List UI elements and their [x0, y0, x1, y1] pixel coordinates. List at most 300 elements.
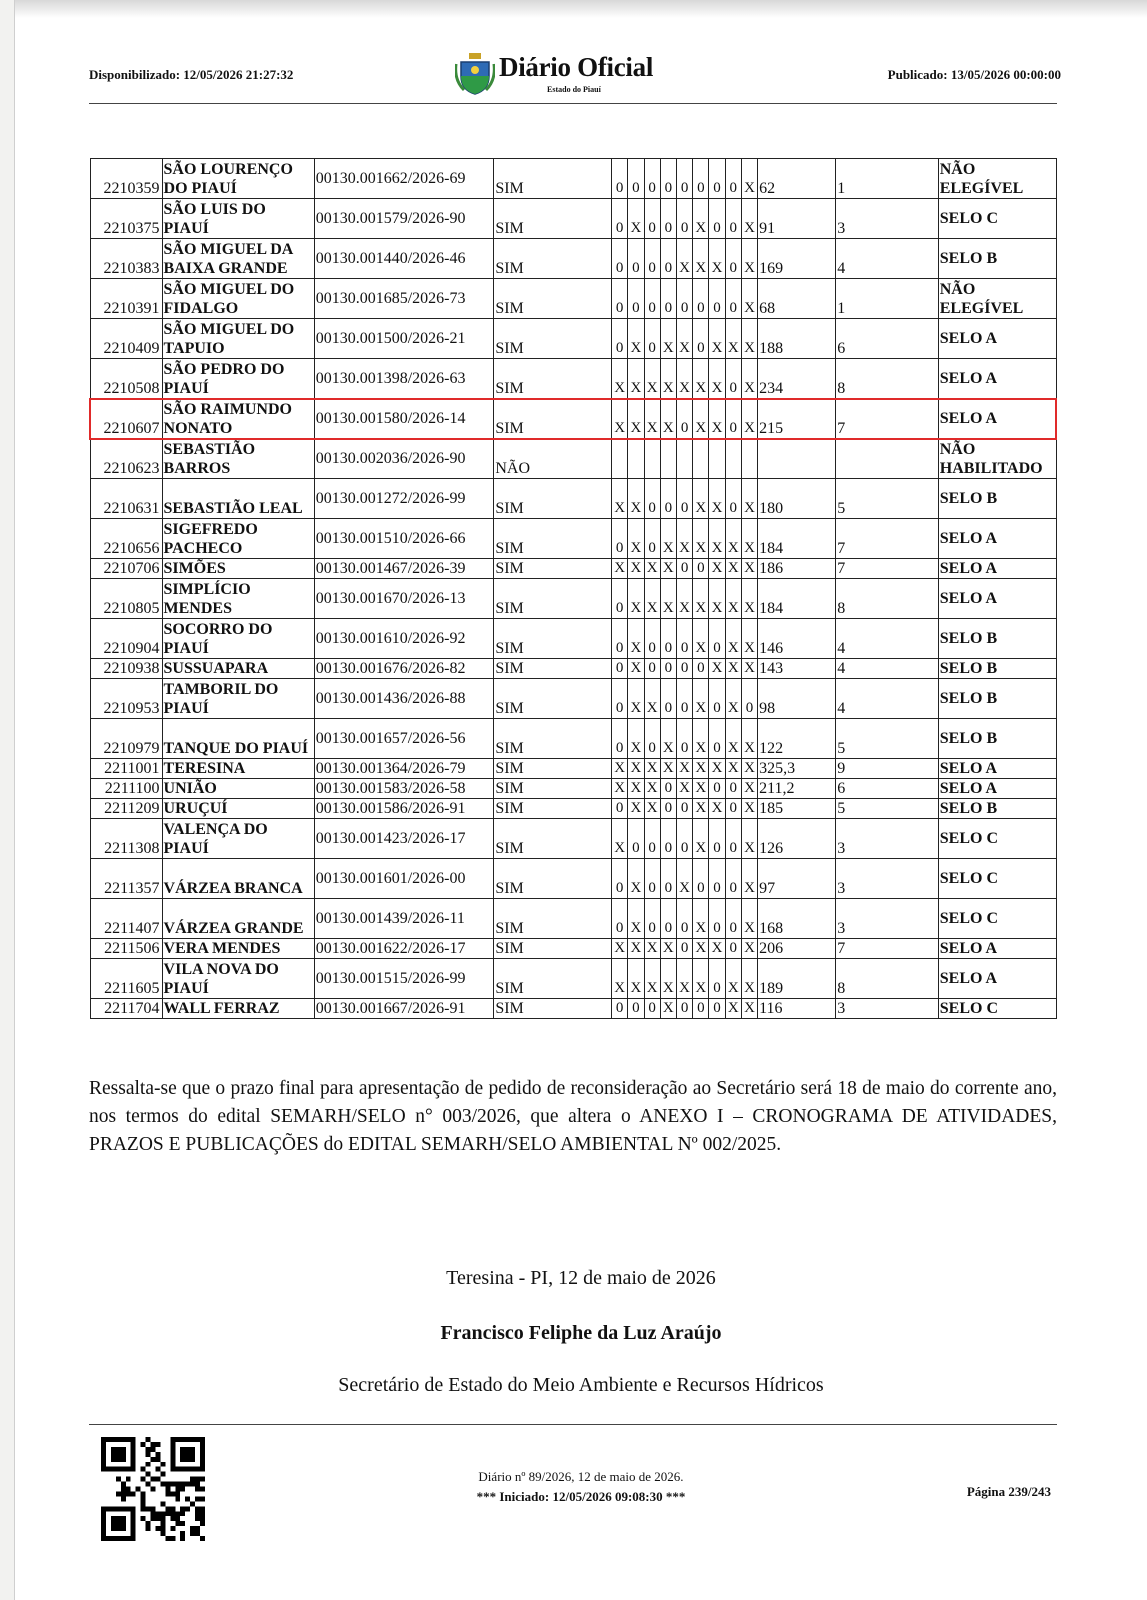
seal-result: SELO A [938, 579, 1056, 619]
table-row [90, 939, 1056, 959]
criterion-mark: X [741, 239, 757, 279]
criterion-mark: 0 [660, 479, 676, 519]
criterion-mark: X [660, 939, 676, 959]
process-number: 00130.001515/2026-99 [314, 959, 494, 999]
score: 325,3 [758, 759, 836, 779]
table-row [90, 579, 1056, 619]
criterion-mark: X [693, 199, 709, 239]
process-number: 00130.001622/2026-17 [314, 939, 494, 959]
qualified-flag: NÃO [494, 439, 612, 479]
criterion-mark: X [725, 959, 741, 999]
criterion-mark: X [612, 959, 628, 999]
criterion-mark: X [693, 959, 709, 999]
qualified-flag: SIM [494, 679, 612, 719]
criterion-mark: X [741, 199, 757, 239]
criteria-count: 4 [836, 679, 938, 719]
criterion-mark: X [612, 479, 628, 519]
results-table [89, 158, 1057, 1019]
score: 126 [758, 819, 836, 859]
criteria-count: 5 [836, 479, 938, 519]
criterion-mark: 0 [644, 819, 660, 859]
qualified-flag: SIM [494, 819, 612, 859]
criterion-mark: X [725, 579, 741, 619]
diario-oficial-logo [455, 52, 695, 102]
qualified-flag: SIM [494, 479, 612, 519]
criteria-count: 3 [836, 899, 938, 939]
criterion-mark: 0 [660, 159, 676, 199]
criterion-mark [612, 439, 628, 479]
criterion-mark: X [676, 359, 692, 399]
criteria-count [836, 439, 938, 479]
criterion-mark: X [693, 619, 709, 659]
table-row [90, 399, 1056, 439]
seal-result: NÃO ELEGÍVEL [938, 279, 1056, 319]
table-row [90, 899, 1056, 939]
criterion-mark: X [741, 999, 757, 1019]
criterion-mark: X [628, 359, 644, 399]
criterion-mark: 0 [676, 679, 692, 719]
criterion-mark: X [741, 959, 757, 999]
criterion-mark: 0 [725, 479, 741, 519]
score: 143 [758, 659, 836, 679]
header-divider [89, 103, 1057, 104]
criteria-count: 8 [836, 959, 938, 999]
seal-result: SELO C [938, 859, 1056, 899]
score: 169 [758, 239, 836, 279]
criterion-mark: 0 [676, 159, 692, 199]
criterion-mark: 0 [644, 239, 660, 279]
criterion-mark: X [741, 779, 757, 799]
score: 184 [758, 519, 836, 559]
criterion-mark: 0 [709, 999, 725, 1019]
criterion-mark: X [709, 319, 725, 359]
municipality-code: 2211308 [90, 819, 162, 859]
score: 186 [758, 559, 836, 579]
municipality-code: 2210706 [90, 559, 162, 579]
criteria-count: 7 [836, 939, 938, 959]
criterion-mark: X [628, 519, 644, 559]
municipality-name: SEBASTIÃO LEAL [162, 479, 314, 519]
criterion-mark: X [644, 359, 660, 399]
table-row [90, 779, 1056, 799]
score: 188 [758, 319, 836, 359]
criteria-count: 6 [836, 319, 938, 359]
qualified-flag: SIM [494, 759, 612, 779]
page-number: Página 239/243 [966, 1484, 1051, 1499]
criteria-count: 4 [836, 619, 938, 659]
criterion-mark: 0 [660, 199, 676, 239]
municipality-code: 2210656 [90, 519, 162, 559]
qualified-flag: SIM [494, 859, 612, 899]
process-number: 00130.001583/2026-58 [314, 779, 494, 799]
score: 98 [758, 679, 836, 719]
criterion-mark [628, 439, 644, 479]
municipality-code: 2211407 [90, 899, 162, 939]
municipality-code: 2210938 [90, 659, 162, 679]
seal-result: NÃO ELEGÍVEL [938, 159, 1056, 199]
seal-result: SELO C [938, 899, 1056, 939]
municipality-name: TANQUE DO PIAUÍ [162, 719, 314, 759]
reconsideration-note: Ressalta-se que o prazo final para apresentação de pedido de reconsideração ao Secretário será 18 de maio do corrente ano, nos termos do edital SEMARH/SELO n° 003/2026, que altera o ANEXO I – CRONOGRAMA DE ATIVIDADES, PRAZOS E PUBLICAÇÕES do EDITAL SEMARH/SELO AMBIENTAL Nº 002/2025. [89, 1078, 1057, 1155]
criterion-mark: 0 [660, 279, 676, 319]
criterion-mark: 0 [676, 659, 692, 679]
criterion-mark: X [660, 719, 676, 759]
criterion-mark: X [741, 579, 757, 619]
criterion-mark: 0 [644, 159, 660, 199]
qualified-flag: SIM [494, 159, 612, 199]
criterion-mark: 0 [644, 999, 660, 1019]
criteria-count: 5 [836, 799, 938, 819]
criterion-mark: X [612, 359, 628, 399]
municipality-name: SÃO MIGUEL DA BAIXA GRANDE [162, 239, 314, 279]
criterion-mark: X [628, 479, 644, 519]
criterion-mark: 0 [676, 719, 692, 759]
criterion-mark: 0 [612, 619, 628, 659]
municipality-code: 2211506 [90, 939, 162, 959]
criterion-mark: X [644, 399, 660, 439]
criteria-count: 7 [836, 559, 938, 579]
municipality-code: 2210904 [90, 619, 162, 659]
table-row [90, 619, 1056, 659]
score: 122 [758, 719, 836, 759]
criterion-mark: 0 [676, 479, 692, 519]
criterion-mark: 0 [725, 799, 741, 819]
criterion-mark: 0 [693, 859, 709, 899]
criterion-mark: X [741, 359, 757, 399]
score: 116 [758, 999, 836, 1019]
criterion-mark: X [709, 759, 725, 779]
qualified-flag: SIM [494, 779, 612, 799]
criterion-mark: X [709, 799, 725, 819]
criterion-mark: X [741, 799, 757, 819]
municipality-code: 2210805 [90, 579, 162, 619]
criterion-mark: 0 [693, 659, 709, 679]
municipality-code: 2211704 [90, 999, 162, 1019]
criterion-mark: X [693, 939, 709, 959]
criterion-mark: 0 [612, 279, 628, 319]
criterion-mark: 0 [709, 779, 725, 799]
criterion-mark: X [644, 679, 660, 719]
criterion-mark: X [693, 899, 709, 939]
criterion-mark: X [725, 619, 741, 659]
criteria-count: 7 [836, 399, 938, 439]
municipality-name: VÁRZEA BRANCA [162, 859, 314, 899]
criterion-mark: 0 [660, 819, 676, 859]
criterion-mark: 0 [676, 999, 692, 1019]
criterion-mark: 0 [660, 859, 676, 899]
diary-started: *** Iniciado: 12/05/2026 09:08:30 *** [476, 1489, 686, 1504]
diary-issue: Diário nº 89/2026, 12 de maio de 2026. [478, 1469, 684, 1484]
criterion-mark: 0 [709, 679, 725, 719]
document-page [14, 0, 1147, 1600]
table-row [90, 319, 1056, 359]
table-row [90, 359, 1056, 399]
criterion-mark: 0 [725, 279, 741, 319]
table-row [90, 759, 1056, 779]
criteria-count: 6 [836, 779, 938, 799]
criterion-mark: 0 [725, 199, 741, 239]
criterion-mark: 0 [676, 619, 692, 659]
criterion-mark: X [741, 719, 757, 759]
brand-subtitle: Estado do Piauí [547, 85, 601, 94]
criterion-mark: 0 [612, 859, 628, 899]
process-number: 00130.001662/2026-69 [314, 159, 494, 199]
score: 185 [758, 799, 836, 819]
seal-result: NÃO HABILITADO [938, 439, 1056, 479]
criterion-mark: 0 [644, 659, 660, 679]
criteria-count: 3 [836, 999, 938, 1019]
criterion-mark: X [644, 799, 660, 819]
criterion-mark: 0 [644, 519, 660, 559]
criterion-mark: X [628, 319, 644, 359]
process-number: 00130.001610/2026-92 [314, 619, 494, 659]
criterion-mark: 0 [725, 239, 741, 279]
criterion-mark: X [676, 859, 692, 899]
criterion-mark: X [709, 939, 725, 959]
seal-result: SELO C [938, 199, 1056, 239]
criterion-mark: 0 [644, 719, 660, 759]
criterion-mark: 0 [612, 719, 628, 759]
table-row [90, 519, 1056, 559]
criterion-mark: X [644, 779, 660, 799]
table-row [90, 719, 1056, 759]
municipality-name: VALENÇA DO PIAUÍ [162, 819, 314, 859]
criterion-mark: X [644, 759, 660, 779]
municipality-code: 2211605 [90, 959, 162, 999]
criterion-mark: 0 [725, 899, 741, 939]
process-number: 00130.001601/2026-00 [314, 859, 494, 899]
criteria-count: 1 [836, 279, 938, 319]
process-number: 00130.001467/2026-39 [314, 559, 494, 579]
criterion-mark: 0 [693, 159, 709, 199]
criterion-mark: 0 [644, 319, 660, 359]
available-date: Disponibilizado: 12/05/2026 21:27:32 [89, 67, 294, 82]
criterion-mark: 0 [676, 399, 692, 439]
criterion-mark: X [709, 399, 725, 439]
signatory-name: Francisco Feliphe da Luz Araújo [440, 1322, 722, 1344]
seal-result: SELO B [938, 619, 1056, 659]
criterion-mark: 0 [660, 799, 676, 819]
table-row [90, 439, 1056, 479]
criterion-mark: X [741, 479, 757, 519]
score: 68 [758, 279, 836, 319]
criterion-mark: X [741, 519, 757, 559]
criterion-mark: 0 [709, 619, 725, 659]
process-number: 00130.001580/2026-14 [314, 399, 494, 439]
municipality-name: VILA NOVA DO PIAUÍ [162, 959, 314, 999]
process-number: 00130.001439/2026-11 [314, 899, 494, 939]
seal-result: SELO A [938, 959, 1056, 999]
criterion-mark: X [644, 559, 660, 579]
municipality-code: 2210979 [90, 719, 162, 759]
seal-result: SELO A [938, 359, 1056, 399]
municipality-code: 2210383 [90, 239, 162, 279]
qualified-flag: SIM [494, 559, 612, 579]
criterion-mark: X [741, 899, 757, 939]
seal-result: SELO A [938, 319, 1056, 359]
process-number: 00130.001586/2026-91 [314, 799, 494, 819]
criterion-mark: X [741, 399, 757, 439]
seal-result: SELO B [938, 659, 1056, 679]
criterion-mark: X [612, 819, 628, 859]
criterion-mark: X [709, 659, 725, 679]
municipality-name: SIMÕES [162, 559, 314, 579]
published-date: Publicado: 13/05/2026 00:00:00 [887, 67, 1061, 82]
criterion-mark: X [709, 559, 725, 579]
criterion-mark: 0 [612, 579, 628, 619]
criteria-count: 3 [836, 199, 938, 239]
criterion-mark: X [628, 939, 644, 959]
criteria-count: 4 [836, 659, 938, 679]
seal-result: SELO B [938, 239, 1056, 279]
criterion-mark [676, 439, 692, 479]
score: 91 [758, 199, 836, 239]
municipality-name: SEBASTIÃO BARROS [162, 439, 314, 479]
qualified-flag: SIM [494, 199, 612, 239]
criterion-mark: 0 [709, 899, 725, 939]
municipality-name: SOCORRO DO PIAUÍ [162, 619, 314, 659]
criterion-mark: 0 [660, 619, 676, 659]
criterion-mark: X [628, 759, 644, 779]
process-number: 00130.001423/2026-17 [314, 819, 494, 859]
municipality-code: 2210359 [90, 159, 162, 199]
criterion-mark: X [725, 319, 741, 359]
criterion-mark: X [693, 479, 709, 519]
criterion-mark: X [741, 939, 757, 959]
criterion-mark: X [628, 579, 644, 619]
criteria-count: 4 [836, 239, 938, 279]
qualified-flag: SIM [494, 359, 612, 399]
criterion-mark: 0 [660, 779, 676, 799]
table-row [90, 479, 1056, 519]
state-coat-of-arms-icon [455, 52, 495, 98]
qualified-flag: SIM [494, 899, 612, 939]
criterion-mark: 0 [612, 319, 628, 359]
qualified-flag: SIM [494, 519, 612, 559]
criterion-mark: 0 [644, 279, 660, 319]
criterion-mark: 0 [725, 859, 741, 899]
criterion-mark: 0 [725, 359, 741, 399]
process-number: 00130.001398/2026-63 [314, 359, 494, 399]
criterion-mark: X [693, 799, 709, 819]
criterion-mark: X [676, 519, 692, 559]
municipality-code: 2210607 [90, 399, 162, 439]
qualified-flag: SIM [494, 579, 612, 619]
municipality-name: VÁRZEA GRANDE [162, 899, 314, 939]
criterion-mark: X [725, 999, 741, 1019]
table-row [90, 819, 1056, 859]
criterion-mark: X [612, 939, 628, 959]
criterion-mark: 0 [725, 399, 741, 439]
municipality-name: SIMPLÍCIO MENDES [162, 579, 314, 619]
table-row [90, 159, 1056, 199]
criterion-mark: 0 [644, 859, 660, 899]
table-row [90, 279, 1056, 319]
criterion-mark: X [628, 399, 644, 439]
criterion-mark: 0 [660, 659, 676, 679]
criterion-mark: 0 [676, 559, 692, 579]
municipality-name: SÃO LUIS DO PIAUÍ [162, 199, 314, 239]
criterion-mark: 0 [612, 159, 628, 199]
criterion-mark: X [741, 279, 757, 319]
criterion-mark: 0 [612, 659, 628, 679]
criterion-mark: 0 [644, 899, 660, 939]
criterion-mark: X [741, 859, 757, 899]
criterion-mark: 0 [628, 159, 644, 199]
seal-result: SELO A [938, 939, 1056, 959]
criterion-mark: X [709, 359, 725, 399]
process-number: 00130.001272/2026-99 [314, 479, 494, 519]
criteria-count: 3 [836, 859, 938, 899]
criterion-mark: X [693, 719, 709, 759]
criterion-mark: X [660, 759, 676, 779]
qualified-flag: SIM [494, 399, 612, 439]
criterion-mark: 0 [725, 779, 741, 799]
criterion-mark: X [644, 579, 660, 619]
seal-result: SELO C [938, 999, 1056, 1019]
municipality-name: TAMBORIL DO PIAUÍ [162, 679, 314, 719]
table-row [90, 659, 1056, 679]
table-row [90, 859, 1056, 899]
criterion-mark: X [693, 359, 709, 399]
seal-result: SELO A [938, 399, 1056, 439]
municipality-code: 2210391 [90, 279, 162, 319]
seal-result: SELO B [938, 479, 1056, 519]
municipality-code: 2211001 [90, 759, 162, 779]
criterion-mark: X [660, 999, 676, 1019]
criterion-mark: X [628, 799, 644, 819]
process-number: 00130.001436/2026-88 [314, 679, 494, 719]
score: 180 [758, 479, 836, 519]
criteria-count: 3 [836, 819, 938, 859]
criterion-mark: X [628, 719, 644, 759]
criterion-mark: X [660, 579, 676, 619]
criterion-mark: X [725, 679, 741, 719]
criterion-mark: 0 [676, 819, 692, 859]
score [758, 439, 836, 479]
process-number: 00130.001510/2026-66 [314, 519, 494, 559]
qualified-flag: SIM [494, 939, 612, 959]
criterion-mark: 0 [660, 679, 676, 719]
criterion-mark: X [628, 659, 644, 679]
criterion-mark: X [741, 619, 757, 659]
criterion-mark: 0 [612, 679, 628, 719]
criterion-mark: X [709, 579, 725, 619]
criterion-mark: X [628, 779, 644, 799]
criterion-mark: 0 [725, 939, 741, 959]
process-number: 00130.001657/2026-56 [314, 719, 494, 759]
criterion-mark: 0 [676, 799, 692, 819]
municipality-name: SIGEFREDO PACHECO [162, 519, 314, 559]
criterion-mark: X [628, 959, 644, 999]
criterion-mark: X [725, 719, 741, 759]
criterion-mark: X [741, 759, 757, 779]
municipality-name: TERESINA [162, 759, 314, 779]
criterion-mark [725, 439, 741, 479]
criterion-mark: 0 [693, 279, 709, 319]
municipality-name: SÃO MIGUEL DO FIDALGO [162, 279, 314, 319]
municipality-code: 2210623 [90, 439, 162, 479]
criterion-mark: 0 [612, 199, 628, 239]
seal-result: SELO A [938, 779, 1056, 799]
qualified-flag: SIM [494, 719, 612, 759]
criterion-mark: 0 [725, 159, 741, 199]
seal-result: SELO C [938, 819, 1056, 859]
table-row [90, 679, 1056, 719]
place-date: Teresina - PI, 12 de maio de 2026 [446, 1267, 716, 1289]
criterion-mark: 0 [644, 479, 660, 519]
criterion-mark: X [725, 519, 741, 559]
